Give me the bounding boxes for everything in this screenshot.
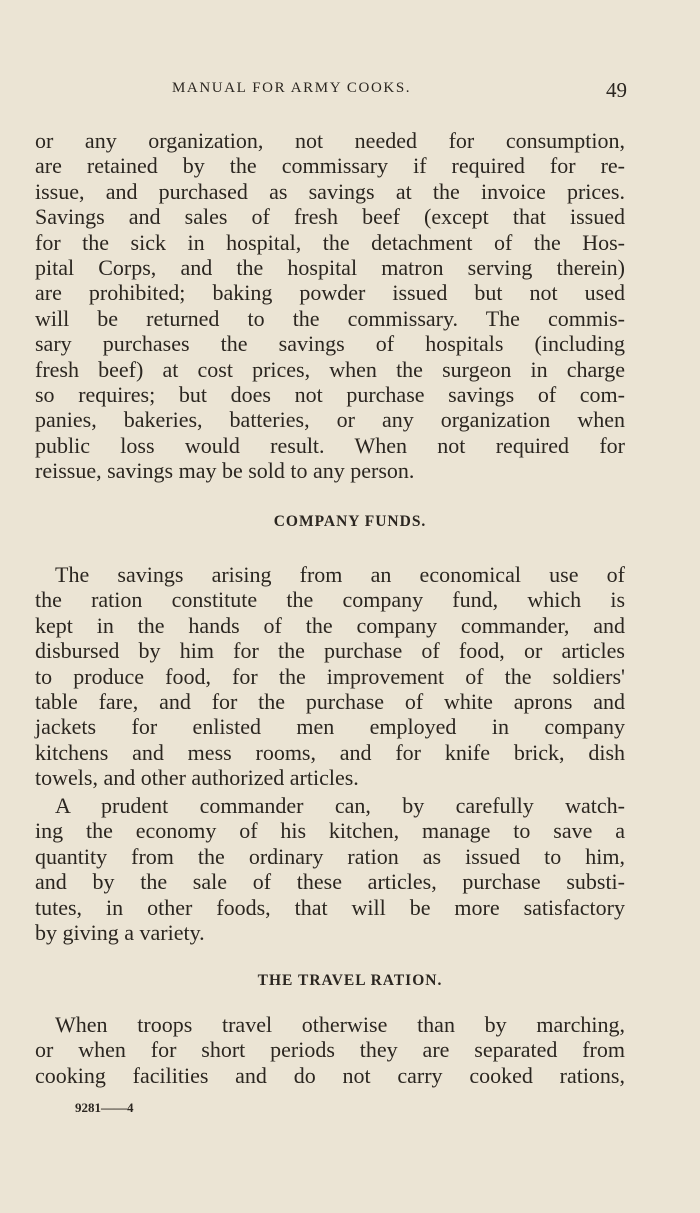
heading-company-funds: COMPANY FUNDS. [273, 513, 427, 530]
text-line: to produce food, for the improvement of the soldiers' [35, 663, 625, 689]
text-line: The savings arising from an economical use of [55, 562, 625, 587]
text-line: will be returned to the commissary. The commis- [35, 305, 625, 331]
text-line: quantity from the ordinary ration as issued to him, [35, 843, 625, 869]
text-line: When troops travel otherwise than by marching, [55, 1012, 625, 1037]
text-line: kitchens and mess rooms, and for knife brick, dish [35, 739, 625, 765]
text-line: issue, and purchased as savings at the invoice prices. [35, 178, 625, 204]
text-line: panies, bakeries, batteries, or any organization when [35, 407, 625, 433]
text-line: for the sick in hospital, the detachment of the Hos- [35, 229, 625, 255]
text-line: kept in the hands of the company commander, and [35, 612, 625, 638]
text-line: so requires; but does not purchase savings of com- [35, 381, 625, 407]
paragraph-prudent-commander [35, 793, 625, 945]
running-title: MANUAL FOR ARMY COOKS. [172, 80, 412, 96]
text-line: pital Corps, and the hospital matron serving therein) [35, 254, 625, 280]
text-line: the ration constitute the company fund, which is [35, 587, 625, 613]
text-line: ing the economy of his kitchen, manage to save a [35, 818, 625, 844]
text-line: fresh beef) at cost prices, when the surgeon in charge [35, 356, 625, 382]
text-line: are retained by the commissary if required for re- [35, 153, 625, 179]
paragraph-savings [35, 128, 625, 483]
page-number: 49 [606, 78, 627, 102]
text-line: by giving a variety. [35, 919, 205, 945]
text-line: Savings and sales of fresh beef (except that issued [35, 204, 625, 230]
paragraph-company-fund [35, 562, 625, 791]
text-line: towels, and other authorized articles. [35, 765, 359, 791]
text-line: cooking facilities and do not carry cooked rations, [35, 1062, 625, 1088]
printer-signature: 9281——4 [75, 1100, 134, 1115]
text-line: are prohibited; baking powder issued but not used [35, 280, 625, 306]
text-line: tutes, in other foods, that will be more satisfactory [35, 894, 625, 920]
text-line: jackets for enlisted men employed in company [35, 714, 625, 740]
text-line: table fare, and for the purchase of white aprons and [35, 688, 625, 714]
text-line: or any organization, not needed for consumption, [35, 128, 625, 153]
text-line: reissue, savings may be sold to any person. [35, 458, 415, 484]
text-line: sary purchases the savings of hospitals (including [35, 331, 625, 357]
paragraph-travel-ration [35, 1012, 625, 1088]
page-header [172, 80, 627, 104]
text-line: A prudent commander can, by carefully watch- [55, 793, 625, 818]
text-line: or when for short periods they are separated from [35, 1037, 625, 1063]
heading-travel-ration: THE TRAVEL RATION. [257, 972, 443, 989]
text-line: and by the sale of these articles, purchase substi- [35, 869, 625, 895]
text-line: public loss would result. When not required for [35, 432, 625, 458]
text-line: disbursed by him for the purchase of food, or articles [35, 638, 625, 664]
